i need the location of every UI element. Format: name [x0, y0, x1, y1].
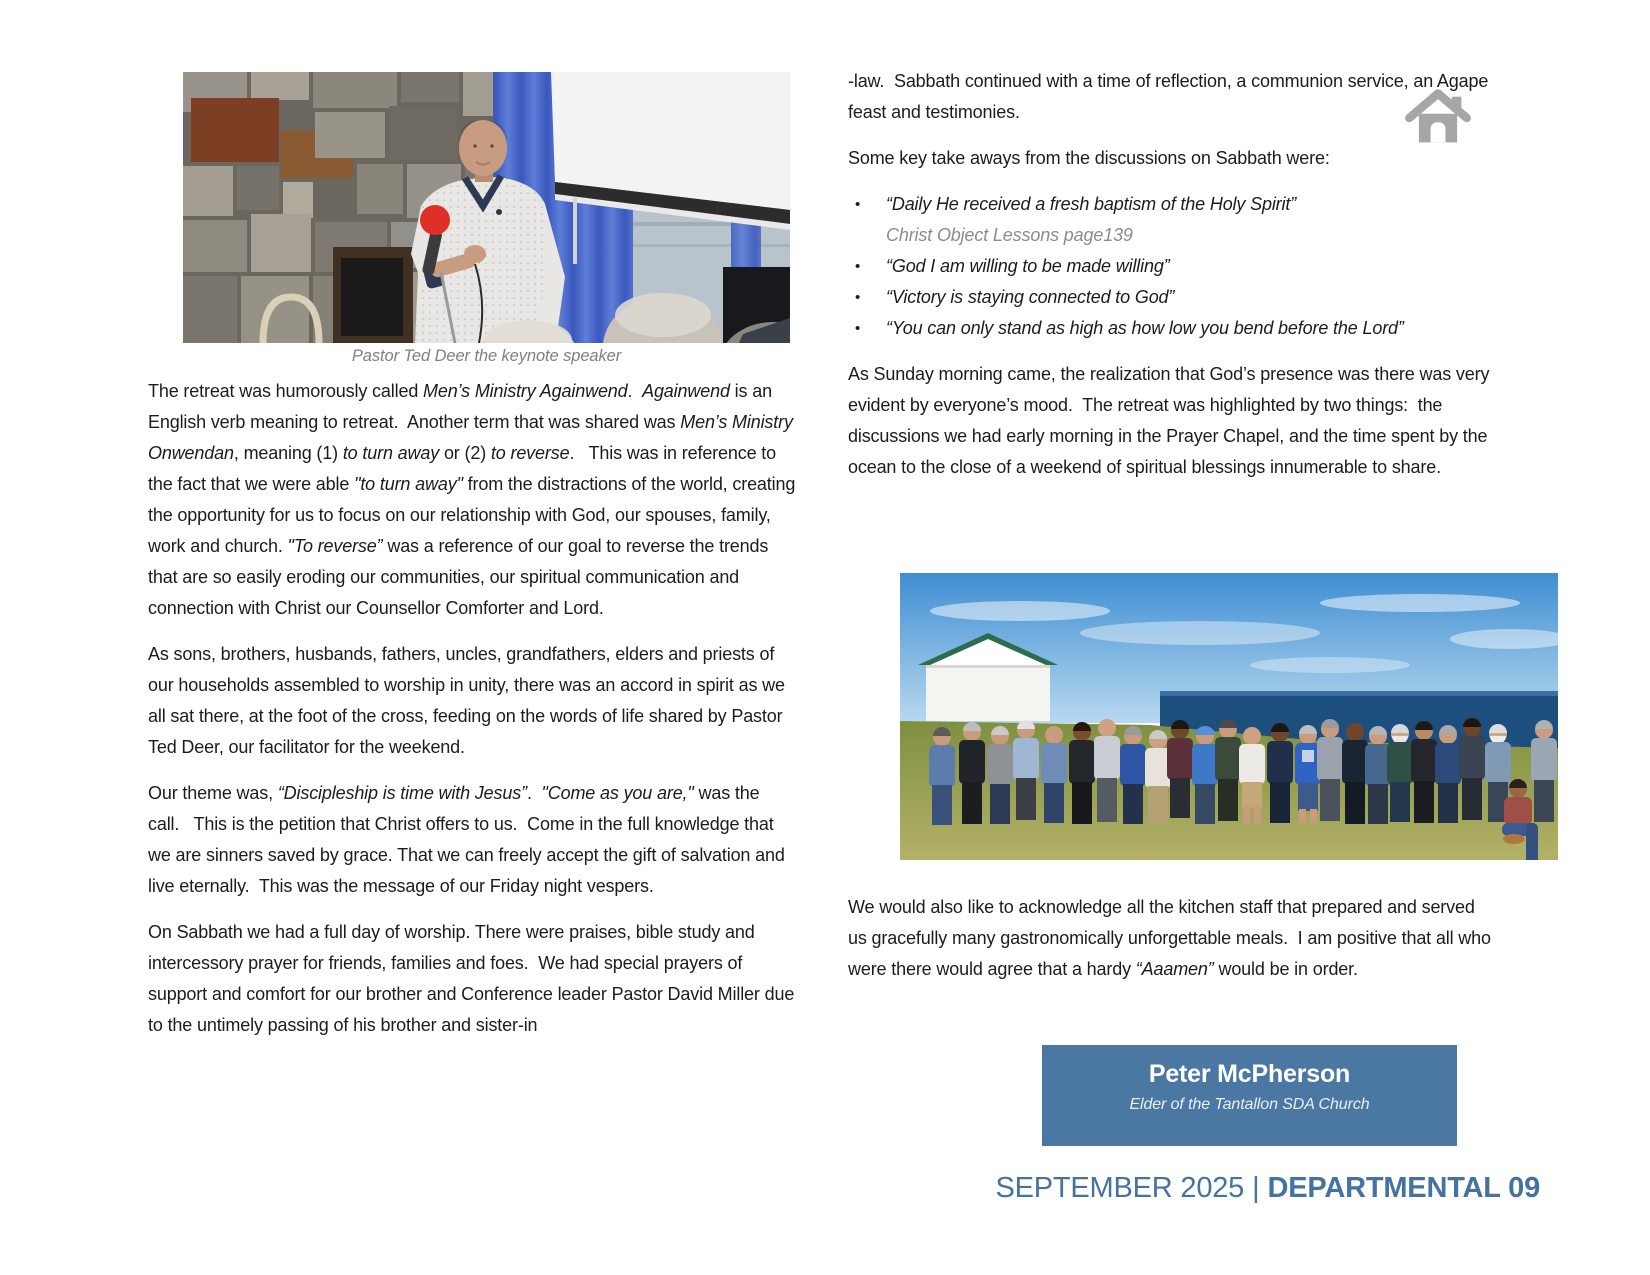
group-photo-art: [900, 573, 1558, 860]
bullet-marker: •: [855, 289, 861, 306]
article-paragraph: On Sabbath we had a full day of worship. There were praises, bible study and intercessory prayer for friends, families and foes. We had special prayers of support and comfort for our brother and Conference leader Pastor David Miller due to the untimely passing of his brother and sister-in: [148, 922, 795, 1035]
footer-section: DEPARTMENTAL 09: [1267, 1172, 1540, 1204]
photo-caption: Pastor Ted Deer the keynote speaker: [351, 347, 622, 365]
article-paragraph: The retreat was humorously called Men’s Ministry Againwend. Againwend is an English verb meaning to retreat. Another term that was shared was Men’s Ministry Onwendan, meaning (1) to turn away or (2) to reverse. This was in reference to the fact that we were able "to turn away" from the distractions of the world, creating the opportunity for us to focus on our relationship with God, our spouses, family, work and church. "To reverse” was a reference of our goal to reverse the trends that are so easily eroding our communities, our spiritual communication and connection with Christ our Counsellor Comforter and Lord.: [148, 381, 796, 618]
signature-box: [1042, 1045, 1457, 1146]
page-footer: [848, 1172, 1540, 1205]
group-photo: [900, 573, 1558, 860]
footer-divider: |: [1252, 1172, 1260, 1204]
bullet-list: [848, 189, 1490, 344]
bullets-intro: Some key take aways from the discussions on Sabbath were:: [848, 148, 1330, 168]
article-paragraph: We would also like to acknowledge all the kitchen staff that prepared and served us gracefully many gastronomically unforgettable meals. I am positive that all who were there would agree that a hardy “Aaamen” would be in order.: [848, 897, 1491, 979]
speaker-photo-art: [183, 72, 790, 343]
bullet-text: “Daily He received a fresh baptism of the Holy Spirit”: [886, 194, 1297, 214]
bullet-text: “Victory is staying connected to God”: [886, 287, 1175, 307]
article-paragraph: As sons, brothers, husbands, fathers, uncles, grandfathers, elders and priests of our households assembled to worship in unity, there was an accord in spirit as we all sat there, at the foot of the cross, feeding on the words of life shared by Pastor Ted Deer, our facilitator for the weekend.: [148, 644, 785, 757]
acknowledgment: [848, 892, 1496, 1000]
left-column: [148, 376, 798, 1056]
bullet-marker: •: [855, 196, 861, 213]
footer-issue: SEPTEMBER 2025: [995, 1172, 1245, 1204]
bullet-text: “God I am willing to be made willing”: [886, 256, 1170, 276]
signature-title: Elder of the Tantallon SDA Church: [1129, 1096, 1370, 1113]
article-paragraph: As Sunday morning came, the realization that God’s presence was there was very evident by everyone’s mood. The retreat was highlighted by two things: the discussions we had early morning in the Prayer Chapel, and the time spent by the ocean to the close of a weekend of spiritual blessings innumerable to share.: [848, 364, 1490, 477]
bullet-item: [848, 313, 1490, 344]
bullet-subtext: Christ Object Lessons page139: [886, 225, 1133, 245]
bullet-item: [848, 282, 1490, 313]
bullet-text: “You can only stand as high as how low you bend before the Lord”: [886, 318, 1404, 338]
bullet-item: [848, 251, 1490, 282]
signature-name: Peter McPherson: [1148, 1060, 1351, 1088]
bullet-marker: •: [855, 258, 861, 275]
bullet-marker: •: [855, 320, 861, 337]
article-paragraph: -law. Sabbath continued with a time of reflection, a communion service, an Agape feast and testimonies.: [848, 71, 1489, 122]
speaker-photo: [183, 72, 790, 343]
right-column: [848, 66, 1490, 498]
bullet-item: [848, 189, 1490, 251]
article-paragraph: Our theme was, “Discipleship is time with Jesus”. "Come as you are," was the call. This is the petition that Christ offers to us. Come in the full knowledge that we are sinners saved by grace. That we can freely accept the gift of salvation and live eternally. This was the message of our Friday night vespers.: [148, 783, 785, 896]
